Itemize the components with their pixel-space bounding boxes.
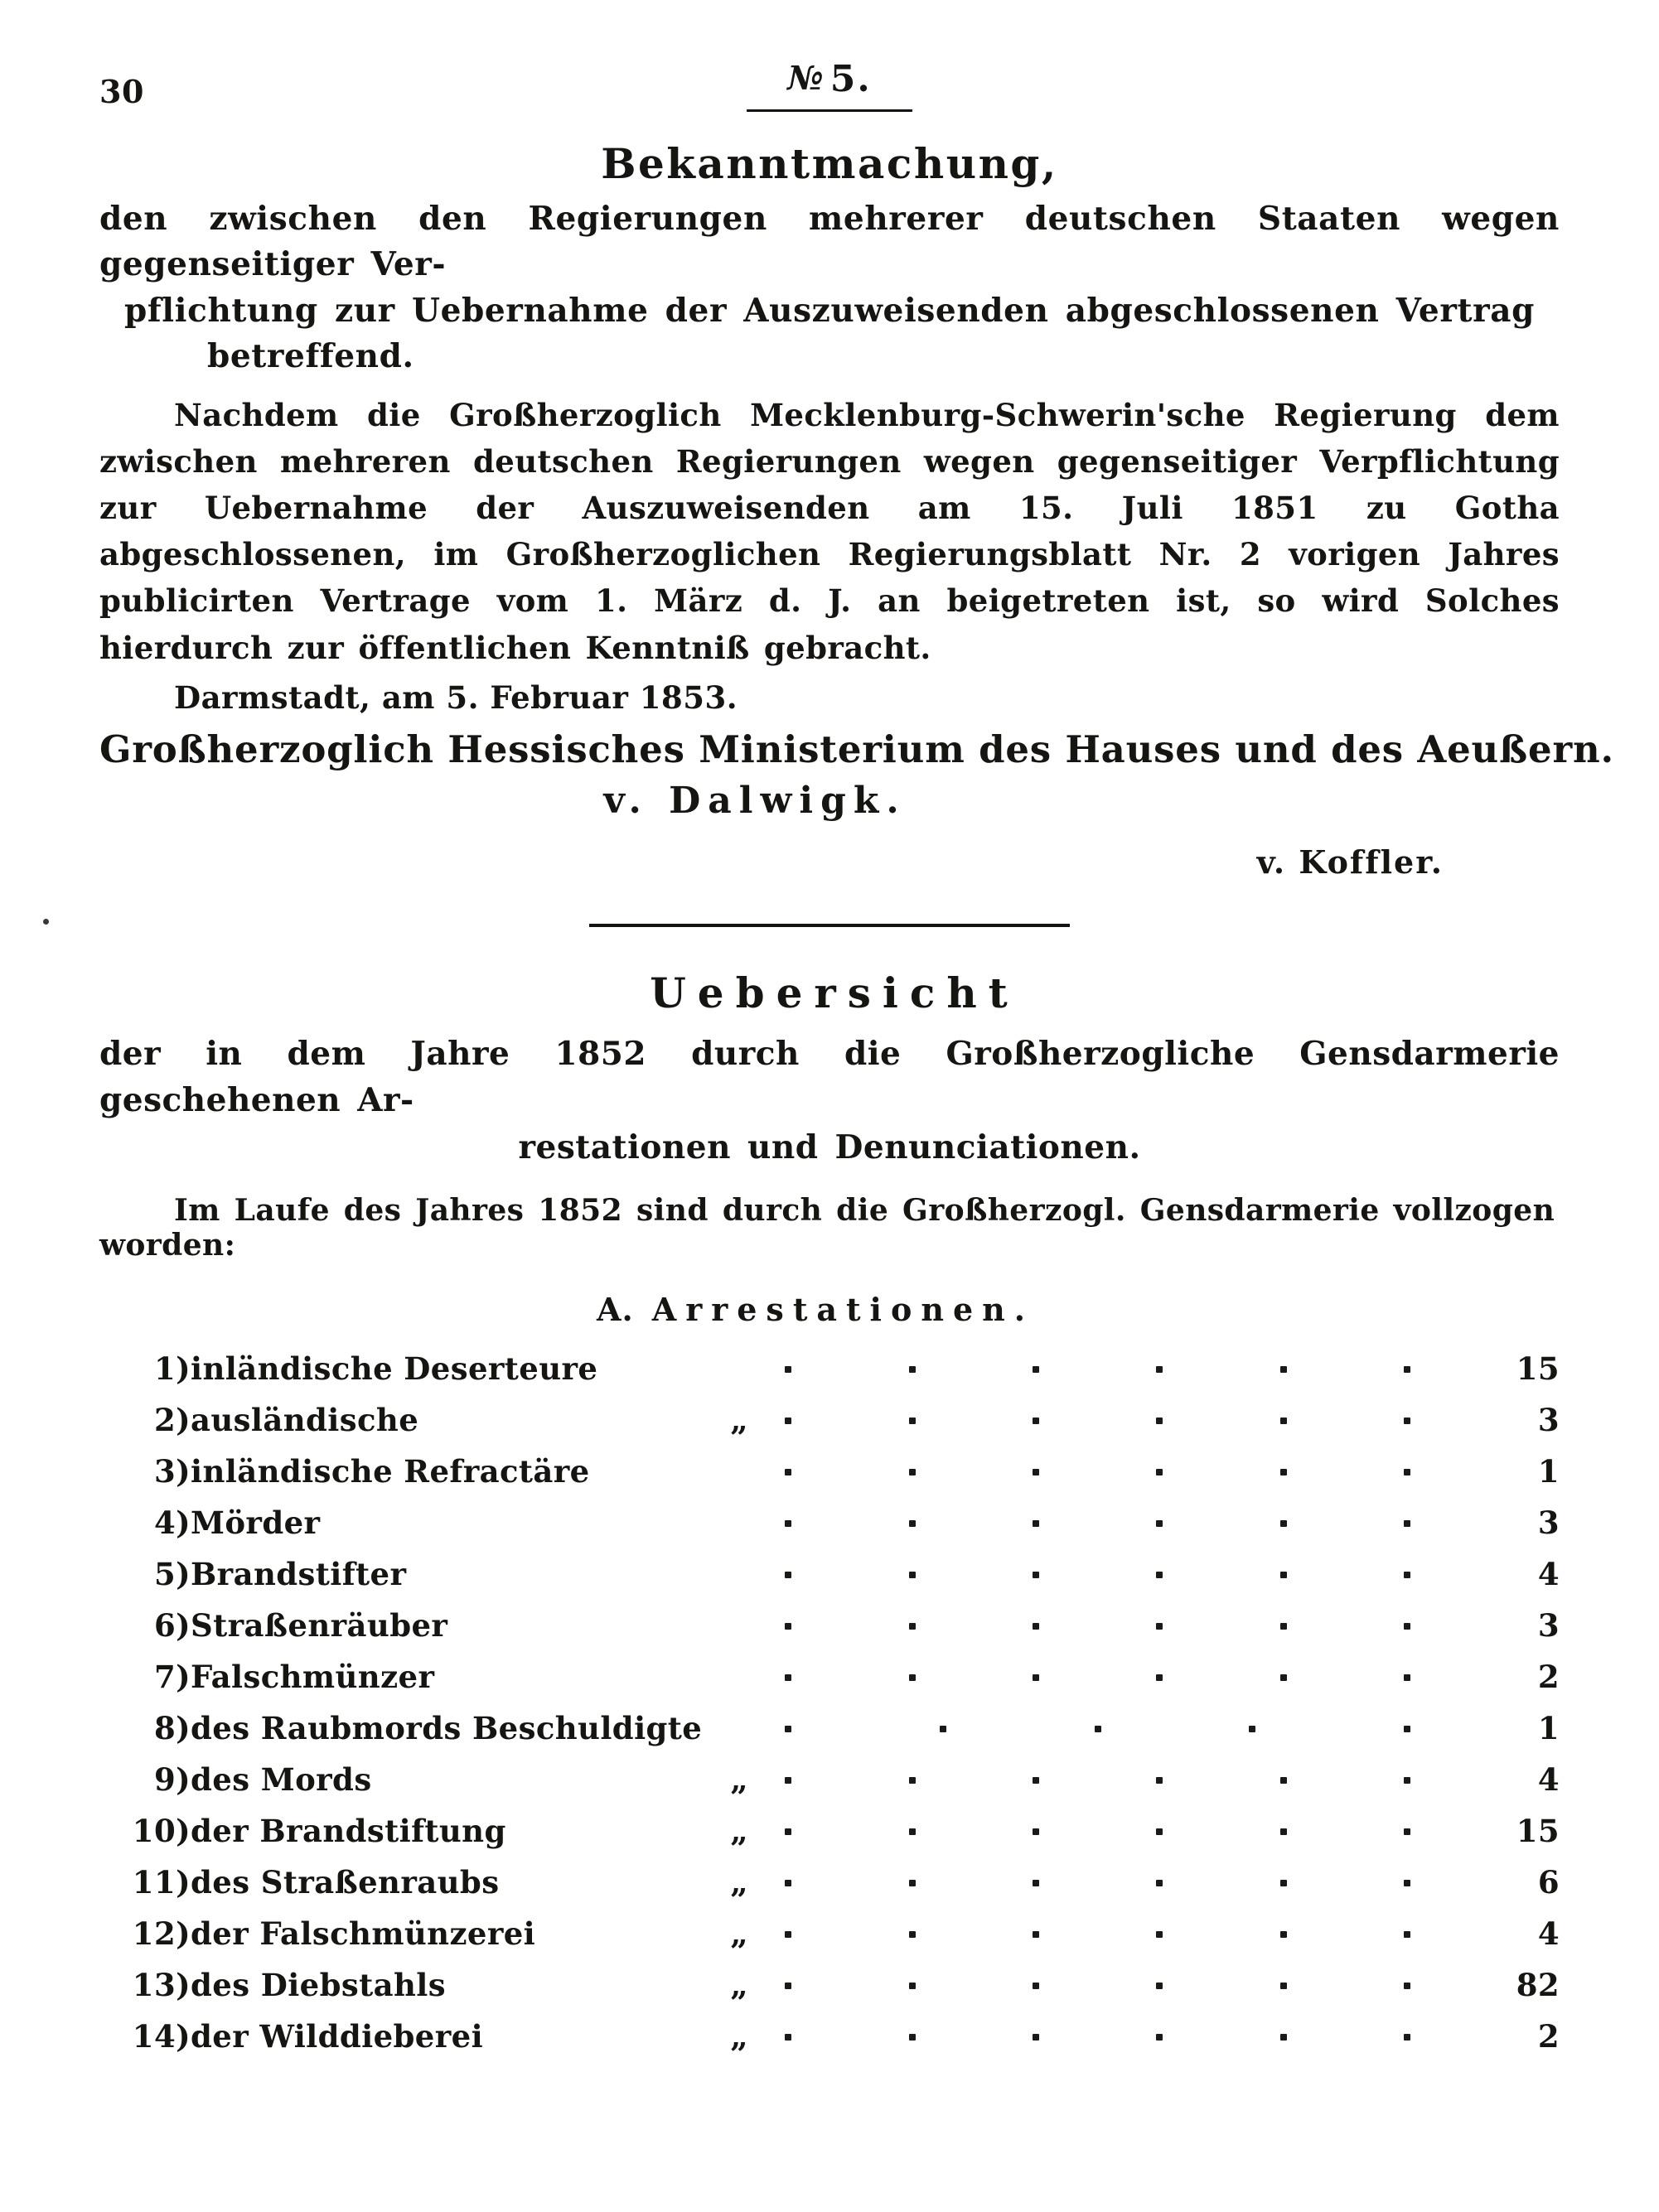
item-label: Falschmünzer [191, 1658, 435, 1695]
item-value: 1 [1537, 1452, 1560, 1490]
list-heading [99, 1291, 1560, 1328]
item-ditto [702, 1651, 776, 1702]
item-value: 2 [1537, 2017, 1560, 2055]
item-value: 15 [1516, 1350, 1560, 1387]
item-leader-dots [776, 1908, 1435, 1959]
item-leader-dots [776, 1548, 1435, 1600]
item-label: Mörder [191, 1504, 321, 1541]
item-ditto: „ [730, 1863, 749, 1900]
item-number: 1) [153, 1350, 191, 1387]
table-row [99, 1959, 1560, 2011]
item-label: Straßenräuber [191, 1606, 448, 1644]
item-number: 9) [153, 1760, 191, 1798]
item-ditto: „ [730, 1915, 749, 1952]
item-ditto [702, 1702, 776, 1754]
item-ditto [702, 1446, 776, 1497]
table-row [99, 1343, 1560, 1394]
item-value: 3 [1537, 1504, 1560, 1541]
item-ditto: „ [730, 1812, 749, 1849]
item-number: 10) [132, 1812, 191, 1849]
item-label: des Mords [191, 1760, 372, 1798]
table-row [99, 1857, 1560, 1908]
item-number: 8) [153, 1709, 191, 1746]
announcement-title: Bekanntmachung, [601, 139, 1058, 188]
margin-speck [43, 919, 49, 925]
item-ditto: „ [730, 2017, 749, 2055]
item-number: 14) [132, 2017, 191, 2055]
item-ditto: „ [730, 1401, 749, 1438]
item-number: 11) [132, 1863, 191, 1900]
item-label: ausländische [191, 1401, 419, 1438]
item-label: des Straßenraubs [191, 1863, 500, 1900]
item-label: der Wilddieberei [191, 2017, 484, 2055]
item-label: des Diebstahls [191, 1966, 446, 2003]
horizontal-rule [589, 924, 1070, 927]
overview-subtitle-line-1: der in dem Jahre 1852 durch die Großherzogliche Gensdarmerie geschehenen Ar- [99, 1034, 1560, 1120]
sheet-number-underline [747, 109, 912, 112]
item-number: 2) [153, 1401, 191, 1438]
item-value: 3 [1537, 1606, 1560, 1644]
item-leader-dots [776, 1702, 1435, 1754]
signature-secondary: v. Koffler. [1256, 843, 1444, 881]
item-number: 12) [132, 1915, 191, 1952]
item-value: 82 [1516, 1966, 1560, 2003]
page-header [99, 50, 1560, 124]
item-value: 4 [1537, 1760, 1560, 1798]
item-number: 13) [132, 1966, 191, 2003]
item-ditto [702, 1600, 776, 1651]
overview-lead: Im Laufe des Jahres 1852 sind durch die Großherzogl. Gensdarmerie vollzogen worden: [99, 1192, 1555, 1263]
table-row [99, 2011, 1560, 2062]
item-leader-dots [776, 1754, 1435, 1805]
item-ditto [702, 1497, 776, 1548]
section-divider [99, 881, 1560, 964]
table-row [99, 1805, 1560, 1857]
item-leader-dots [776, 1959, 1435, 2011]
item-value: 6 [1537, 1863, 1560, 1900]
table-row [99, 1754, 1560, 1805]
announcement-body: Nachdem die Großherzoglich Mecklenburg-Schwerin'sche Regierung dem zwischen mehreren deutschen Regierungen wegen gegenseitiger Verpflichtung zur Uebernahme der Auszuweisenden am 15. Juli 1851 zu Gotha abgeschlossenen, im Großherzoglichen Regierungsblatt Nr. 2 vorigen Jahres publicirten Vertrage vom 1. März d. J. an beigetreten ist, so wird Solches hierdurch zur öffentlichen Kenntniß gebracht. [99, 396, 1560, 666]
page-number: 30 [99, 73, 144, 110]
table-row [99, 1446, 1560, 1497]
arrestations-table-body [99, 1343, 1560, 2062]
announcement-subtitle-line-1: den zwischen den Regierungen mehrerer deutschen Staaten wegen gegenseitiger Ver- [99, 200, 1560, 284]
item-leader-dots [776, 1446, 1435, 1497]
item-leader-dots [776, 1600, 1435, 1651]
item-ditto: „ [730, 1760, 749, 1798]
table-row [99, 1600, 1560, 1651]
item-leader-dots [776, 1394, 1435, 1446]
item-label: des Raubmords Beschuldigte [191, 1709, 703, 1746]
item-leader-dots [776, 1651, 1435, 1702]
item-leader-dots [776, 1805, 1435, 1857]
overview-subtitle [99, 1031, 1560, 1171]
item-number: 6) [153, 1606, 191, 1644]
item-value: 1 [1537, 1709, 1560, 1746]
item-number: 5) [153, 1555, 191, 1592]
item-label: der Brandstiftung [191, 1812, 506, 1849]
item-value: 15 [1516, 1812, 1560, 1849]
item-number: 3) [153, 1452, 191, 1490]
table-row [99, 1548, 1560, 1600]
arrestations-table [99, 1343, 1560, 2062]
item-leader-dots [776, 1343, 1435, 1394]
announcement-subtitle [99, 196, 1560, 380]
item-leader-dots [776, 1497, 1435, 1548]
list-heading-label: A. [597, 1290, 634, 1328]
item-ditto [702, 1343, 776, 1394]
table-row [99, 1394, 1560, 1446]
item-label: inländische Refractäre [191, 1452, 590, 1490]
item-label: der Falschmünzerei [191, 1915, 536, 1952]
item-value: 4 [1537, 1555, 1560, 1592]
item-label: inländische Deserteure [191, 1350, 598, 1387]
item-value: 4 [1537, 1915, 1560, 1952]
announcement-ministry: Großherzoglich Hessisches Ministerium des Hauses und des Aeußern. [99, 727, 1614, 771]
table-row [99, 1908, 1560, 1959]
announcement-dateline: Darmstadt, am 5. Februar 1853. [174, 679, 738, 716]
overview-subtitle-line-2: restationen und Denunciationen. [518, 1128, 1141, 1166]
signature-primary: v. Dalwigk. [603, 779, 907, 822]
table-row [99, 1497, 1560, 1548]
numero-sign-icon: № [787, 59, 825, 98]
item-label: Brandstifter [191, 1555, 407, 1592]
item-leader-dots [776, 2011, 1435, 2062]
item-number: 7) [153, 1658, 191, 1695]
announcement-subtitle-line-2: pflichtung zur Uebernahme der Auszuweisenden abgeschlossenen Vertrag [124, 291, 1535, 330]
sheet-number-value: 5. [830, 58, 872, 100]
announcement-subtitle-line-3: betreffend. [207, 337, 414, 376]
item-ditto: „ [730, 1966, 749, 2003]
list-heading-word: Arrestationen. [651, 1290, 1034, 1328]
overview-title: Uebersicht [650, 968, 1019, 1017]
item-ditto [702, 1548, 776, 1600]
item-value: 2 [1537, 1658, 1560, 1695]
table-row [99, 1702, 1560, 1754]
item-leader-dots [776, 1857, 1435, 1908]
item-number: 4) [153, 1504, 191, 1541]
sheet-number [787, 58, 871, 100]
item-value: 3 [1537, 1401, 1560, 1438]
table-row [99, 1651, 1560, 1702]
